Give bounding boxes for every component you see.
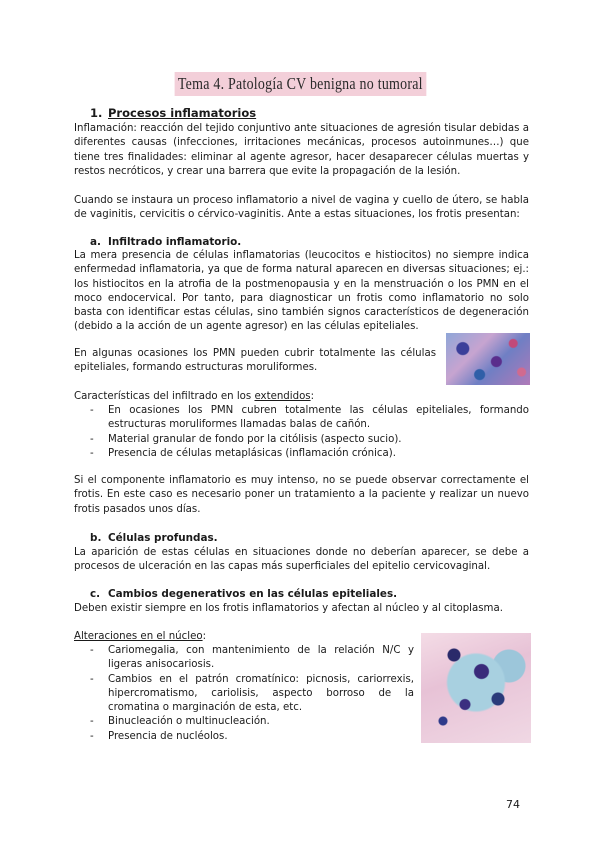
subsection-a-paragraph-1: La mera presencia de células inflamatorias (leucocitos e histiocitos) no siempre indica enfermedad inflamatoria, ya que de forma natural aparecen en diversas situaciones; ej.: los histiocitos en la atrofia de la postmenopausia y en la menstruación o los PMN en el moco endocervical. Por tanto, para diagnosticar un frotis como inflamatorio no solo basta con identificar estas células, sino también signos característicos de degeneración (debido a la acción de un agente agresor) en las células epiteliales. [74,250,529,333]
micrograph-degenerative-image [421,633,531,743]
subsection-a-paragraph-3: Si el componente inflamatorio es muy intenso, no se puede observar correctamente el frotis. En este caso es necesario poner un tratamiento a la paciente y realizar un nuevo frotis pasados unos días. [74,475,529,515]
subsection-c-paragraph-1: Deben existir siempre en los frotis inflamatorios y afectan al núcleo y al citoplasma. [74,603,503,614]
features-prefix: Características del infiltrado en los [74,391,255,402]
section-1-heading [90,106,256,120]
subsection-b-number: b. [90,532,102,544]
subsection-c-heading [90,588,397,600]
subsection-a-label: Infiltrado inflamatorio. [108,236,242,248]
section-1-number: 1. [90,106,103,120]
infiltrate-features-list [74,404,529,461]
micrograph-inflammatory-image [446,333,530,385]
section-1-paragraph-2: Cuando se instaura un proceso inflamatorio a nivel de vagina y cuello de útero, se habla de vaginitis, cervicitis o cérvico-vaginitis. Ante a estas situaciones, los frotis presentan: [74,195,529,221]
subsection-a-number: a. [90,236,101,248]
list-item: - Presencia de nucléolos. [74,730,414,744]
section-1-paragraph-1: Inflamación: reacción del tejido conjuntivo ante situaciones de agresión tisular debidas a diferentes causas (infecciones, irritaciones mecánicas, procesos autoinmunes…) que tiene tres finalidades: eliminar al agente agresor, hacer desaparecer células muertas y restos necróticos, y crear una barrera que evite la propagación de la lesión. [74,123,529,177]
subsection-c-label: Cambios degenerativos en las células epiteliales. [108,588,398,600]
nucleus-alterations-list [74,644,414,744]
list-item: - En ocasiones los PMN cubren totalmente las células epiteliales, formando estructuras moruliformes llamadas balas de cañón. [74,404,529,433]
page-number: 74 [506,798,520,811]
section-1-label: Procesos inflamatorios [108,106,257,120]
title-wrap [0,72,600,96]
list-item: - Cariomegalia, con mantenimiento de la relación N/C y ligeras anisocariosis. [74,644,414,673]
list-item: - Binucleación o multinucleación. [74,715,414,729]
list-item: - Cambios en el patrón cromatínico: picnosis, cariorrexis, hipercromatismo, cariolisis, aspecto borroso de la cromatina o marginación de esta, etc. [74,673,414,716]
subsection-b-paragraph-1: La aparición de estas células en situaciones donde no deberían aparecer, se debe a procesos de ulceración en las capas más superficiales del epitelio cervicovaginal. [74,547,529,573]
subsection-a-heading [90,236,241,248]
features-link: extendidos [254,391,311,402]
subsection-c-number: c. [90,588,101,600]
subsection-b-label: Células profundas. [108,532,218,544]
nucleus-heading-text: Alteraciones en el núcleo [74,631,203,642]
features-suffix: : [310,391,315,402]
page-title: Tema 4. Patología CV benigna no tumoral [174,72,425,96]
infiltrate-features-heading [74,390,529,404]
nucleus-heading-suffix: : [202,631,207,642]
list-item: - Material granular de fondo por la citólisis (aspecto sucio). [74,433,529,447]
list-item: - Presencia de células metaplásicas (inflamación crónica). [74,447,529,461]
subsection-b-heading [90,532,218,544]
subsection-a-paragraph-2: En algunas ocasiones los PMN pueden cubrir totalmente las células epiteliales, formando estructuras moruliformes. [74,348,436,374]
